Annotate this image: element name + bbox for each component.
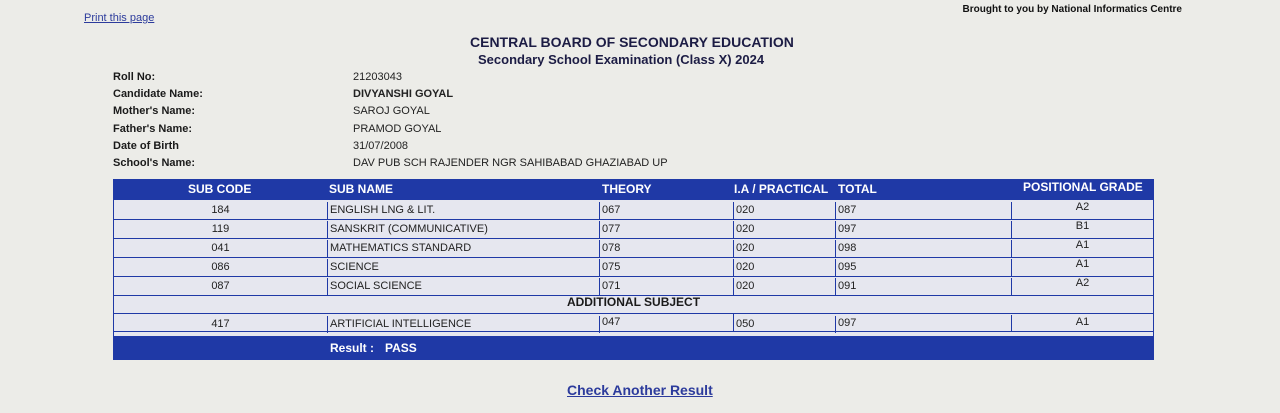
marks-table <box>113 179 1154 360</box>
roll-no-value: 21203043 <box>353 71 402 83</box>
grade: A2 <box>1075 277 1090 289</box>
table-row <box>114 259 1153 277</box>
sub-name: ARTIFICIAL INTELLIGENCE <box>328 316 600 333</box>
header-ia-practical: I.A / PRACTICAL <box>734 182 829 196</box>
sub-code: 184 <box>114 202 328 219</box>
ia-marks: 020 <box>734 221 836 238</box>
table-row <box>114 278 1153 296</box>
total-marks: 087 <box>836 202 1012 219</box>
sub-code: 041 <box>114 240 328 257</box>
total-marks: 091 <box>836 278 1012 295</box>
grade: B1 <box>1075 220 1090 232</box>
total-marks: 097 <box>836 221 1012 238</box>
result-value: PASS <box>385 341 417 355</box>
sub-name: SOCIAL SCIENCE <box>328 278 600 295</box>
table-row <box>114 240 1153 258</box>
candidate-name-value: DIVYANSHI GOYAL <box>353 88 454 101</box>
grade: A1 <box>1075 258 1090 270</box>
sub-name: MATHEMATICS STANDARD <box>328 240 600 257</box>
ia-marks: 020 <box>734 278 836 295</box>
school-name-label: School's Name: <box>113 157 196 170</box>
ia-marks: 020 <box>734 259 836 276</box>
sub-code: 087 <box>114 278 328 295</box>
candidate-name-label: Candidate Name: <box>113 88 203 101</box>
school-name-value: DAV PUB SCH RAJENDER NGR SAHIBABAD GHAZIABAD UP <box>353 157 668 170</box>
total-marks: 097 <box>836 315 1012 332</box>
header-total: TOTAL <box>838 182 877 196</box>
ia-marks: 050 <box>734 316 836 333</box>
additional-subject-heading: ADDITIONAL SUBJECT <box>566 295 701 309</box>
exam-title: Secondary School Examination (Class X) 2024 <box>478 52 765 67</box>
ia-marks: 020 <box>734 202 836 219</box>
mother-name-value: SAROJ GOYAL <box>353 105 430 118</box>
sub-code: 086 <box>114 259 328 276</box>
theory-marks: 047 <box>600 314 734 331</box>
grade: A2 <box>1075 201 1090 213</box>
print-page-link[interactable]: Print this page <box>84 12 155 24</box>
sub-code: 119 <box>114 221 328 238</box>
sub-name: SANSKRIT (COMMUNICATIVE) <box>328 221 600 238</box>
header-theory: THEORY <box>602 182 652 196</box>
theory-marks: 075 <box>600 259 734 276</box>
check-another-result-link[interactable]: Check Another Result <box>567 382 713 398</box>
grade: A1 <box>1075 316 1090 328</box>
father-name-value: PRAMOD GOYAL <box>353 122 442 135</box>
dob-label: Date of Birth <box>113 139 179 152</box>
header-sub-name: SUB NAME <box>329 182 394 196</box>
header-positional-grade: POSITIONAL GRADE <box>1023 180 1143 194</box>
sub-name: ENGLISH LNG & LIT. <box>328 202 600 219</box>
result-label: Result : <box>330 341 375 355</box>
dob-value: 31/07/2008 <box>353 139 409 152</box>
table-row <box>114 221 1153 239</box>
additional-subject-row <box>114 313 1153 332</box>
candidate-labels <box>113 69 203 172</box>
total-marks: 095 <box>836 259 1012 276</box>
sub-code: 417 <box>114 316 328 333</box>
total-marks: 098 <box>836 240 1012 257</box>
ia-marks: 020 <box>734 240 836 257</box>
board-title: CENTRAL BOARD OF SECONDARY EDUCATION <box>470 34 794 50</box>
header-sub-code: SUB CODE <box>188 182 252 196</box>
result-bar <box>114 336 1153 360</box>
theory-marks: 078 <box>600 240 734 257</box>
table-header <box>114 179 1153 200</box>
father-name-label: Father's Name: <box>113 122 193 135</box>
theory-marks: 077 <box>600 221 734 238</box>
mother-name-label: Mother's Name: <box>113 105 196 118</box>
roll-no-label: Roll No: <box>113 71 156 83</box>
theory-marks: 071 <box>600 278 734 295</box>
nic-credit: Brought to you by National Informatics Centre <box>962 4 1182 15</box>
theory-marks: 067 <box>600 202 734 219</box>
grade: A1 <box>1075 239 1090 251</box>
table-row <box>114 202 1153 220</box>
candidate-values <box>353 69 668 172</box>
sub-name: SCIENCE <box>328 259 600 276</box>
